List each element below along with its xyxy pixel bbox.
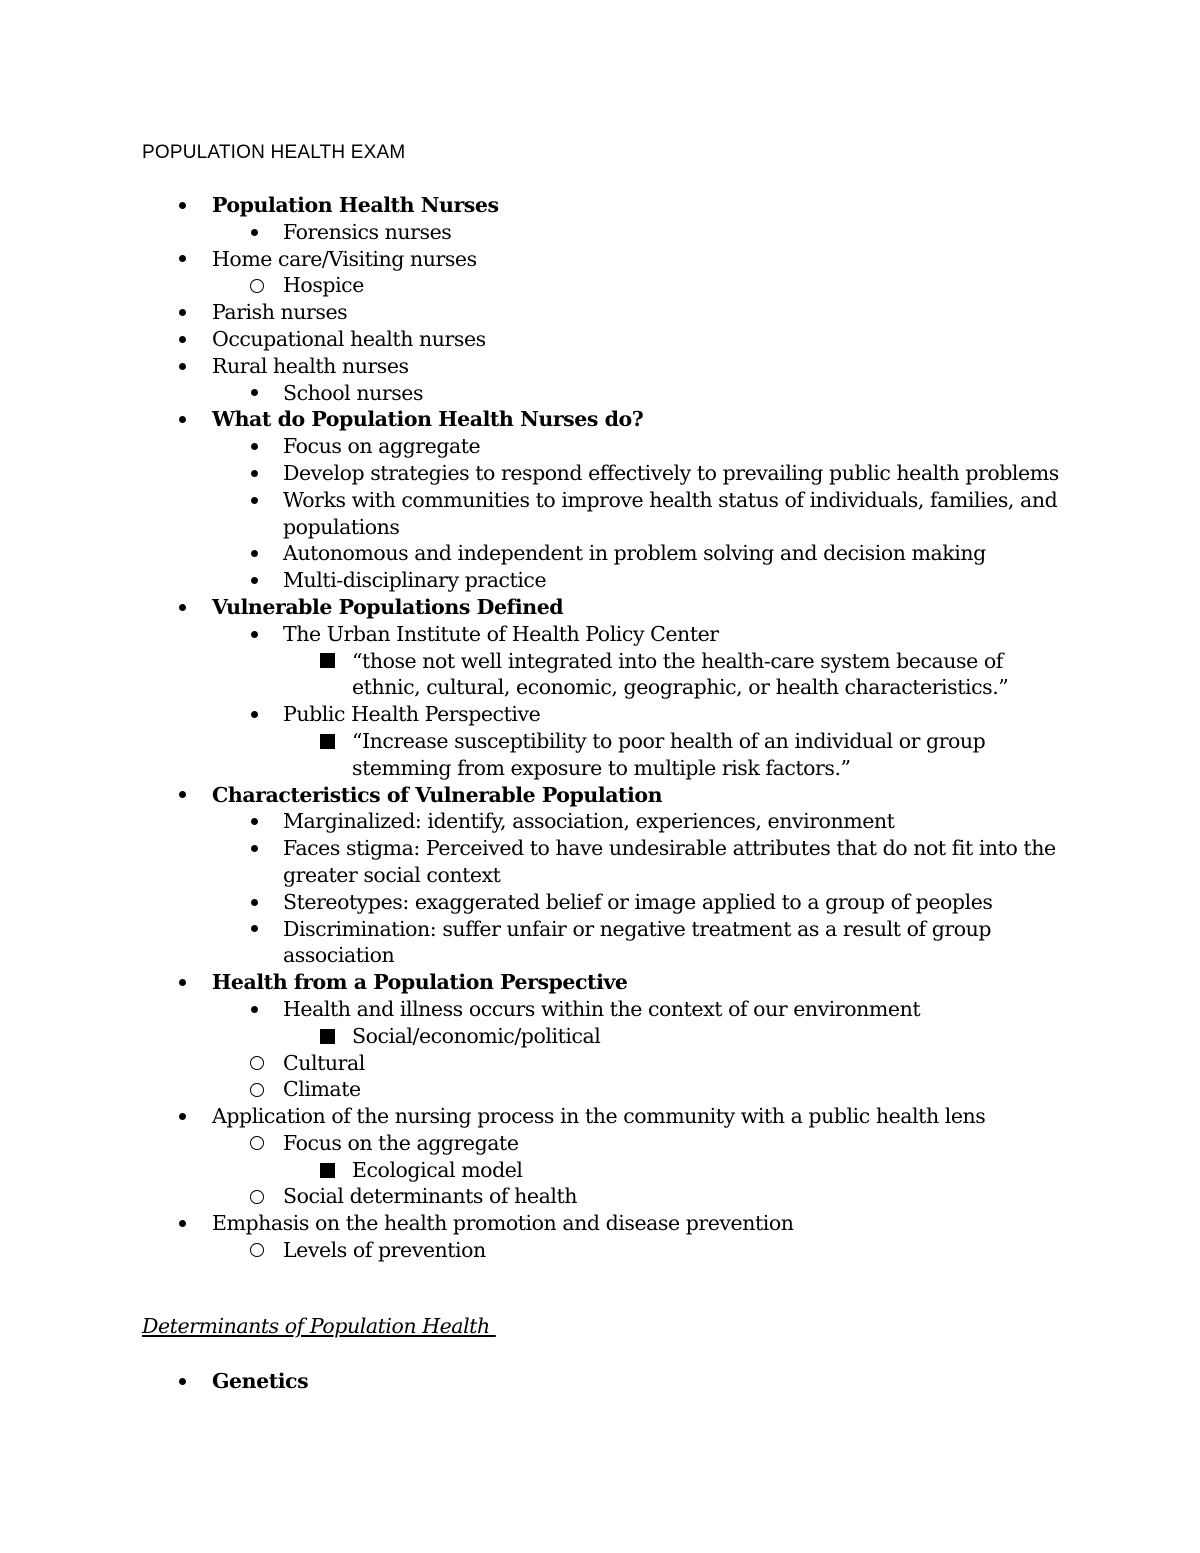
outline-item	[0, 1183, 1063, 1210]
bullet-dot-icon	[248, 433, 258, 460]
outline-item	[0, 1130, 1063, 1157]
outline-item	[0, 1368, 1032, 1395]
outline-item	[0, 326, 1032, 353]
outline-item	[0, 648, 1042, 702]
outline-item	[0, 540, 1063, 567]
outline-item-text: The Urban Institute of Health Policy Center	[283, 621, 719, 646]
outline-item	[0, 1210, 1032, 1237]
bullet-square-icon	[320, 1023, 335, 1050]
outline-item	[0, 1023, 1042, 1050]
bullet-dot-icon	[248, 380, 258, 407]
outline-item-text: Works with communities to improve health status of individuals, families, and populations	[283, 487, 1058, 539]
bullet-circle-icon	[248, 272, 264, 299]
outline-item-text: Focus on the aggregate	[283, 1130, 519, 1155]
outline-item-text: Faces stigma: Perceived to have undesirable attributes that do not fit into the greater social context	[283, 836, 1056, 887]
bullet-dot-icon	[248, 916, 258, 943]
outline-item-text: Health and illness occurs within the context of our environment	[283, 996, 921, 1021]
outline-item	[0, 246, 1032, 273]
outline-item	[0, 299, 1032, 326]
bullet-dot-icon	[176, 353, 186, 380]
outline-item-text: Cultural	[283, 1050, 365, 1075]
outline-item	[0, 996, 1063, 1023]
bullet-dot-icon	[176, 1210, 186, 1237]
outline-item-text: Public Health Perspective	[283, 702, 541, 727]
outline-item-text: Occupational health nurses	[212, 326, 486, 351]
bullet-dot-icon	[176, 1368, 186, 1395]
outline-item	[0, 460, 1063, 487]
outline-item-text: “those not well integrated into the health-care system because of ethnic, cultural, economic, geographic, or health characteristics.”	[352, 648, 1009, 700]
bullet-dot-icon	[176, 326, 186, 353]
bullet-circle-icon	[248, 1050, 264, 1077]
outline-item-text: Vulnerable Populations Defined	[212, 594, 564, 619]
outline-item-text: Levels of prevention	[283, 1238, 486, 1263]
bullet-dot-icon	[248, 621, 258, 648]
outline-item-text: Multi-disciplinary practice	[283, 568, 547, 593]
bullet-dot-icon	[176, 246, 186, 273]
outline-item	[0, 594, 1032, 621]
bullet-dot-icon	[248, 219, 258, 246]
outline-item	[0, 380, 1063, 407]
bullet-dot-icon	[248, 701, 258, 728]
outline-item	[0, 621, 1063, 648]
outline-item-text: Health from a Population Perspective	[212, 970, 628, 995]
outline-list	[0, 192, 1200, 1264]
outline-item	[0, 728, 1042, 782]
bullet-circle-icon	[248, 1237, 264, 1264]
outline-item-text: Stereotypes: exaggerated belief or image applied to a group of peoples	[283, 889, 993, 914]
outline-item	[0, 782, 1032, 809]
outline-item-text: Climate	[283, 1077, 361, 1102]
bullet-square-icon	[320, 1157, 335, 1184]
outline-item	[0, 1050, 1063, 1077]
bullet-dot-icon	[248, 808, 258, 835]
outline-item-text: What do Population Health Nurses do?	[212, 407, 644, 432]
outline-item-text: Social determinants of health	[283, 1184, 577, 1209]
outline-item	[0, 433, 1063, 460]
outline-item	[0, 487, 1063, 541]
outline-item	[0, 1157, 1042, 1184]
outline-item-text: Ecological model	[352, 1157, 523, 1182]
outline-item-text: Application of the nursing process in the community with a public health lens	[212, 1104, 986, 1129]
outline-item	[0, 272, 1063, 299]
outline-item-text: Hospice	[283, 273, 364, 298]
outline-item-text: Characteristics of Vulnerable Population	[212, 782, 663, 807]
outline-item-text: Rural health nurses	[212, 353, 409, 378]
bullet-dot-icon	[248, 540, 258, 567]
bullet-dot-icon	[176, 192, 186, 219]
bullet-dot-icon	[176, 406, 186, 433]
outline-item-text: Emphasis on the health promotion and disease prevention	[212, 1211, 794, 1236]
outline-item	[0, 808, 1063, 835]
outline-item	[0, 406, 1032, 433]
outline-item	[0, 353, 1032, 380]
outline-item-text: Genetics	[212, 1369, 309, 1393]
bullet-dot-icon	[176, 782, 186, 809]
bullet-dot-icon	[248, 835, 258, 862]
outline-item-text: “Increase susceptibility to poor health of an individual or group stemming from exposure to multiple risk factors.”	[352, 728, 986, 780]
bullet-square-icon	[320, 728, 335, 755]
outline-item-text: Develop strategies to respond effectively to prevailing public health problems	[283, 460, 1059, 485]
outline-item	[0, 1076, 1063, 1103]
bullet-dot-icon	[176, 1103, 186, 1130]
bullet-dot-icon	[176, 594, 186, 621]
section-heading: Determinants of Population Health	[142, 1314, 496, 1338]
outline-item-text: Discrimination: suffer unfair or negative treatment as a result of group association	[283, 916, 992, 968]
outline-item	[0, 701, 1063, 728]
outline-item-text: Home care/Visiting nurses	[212, 246, 477, 271]
document-title: POPULATION HEALTH EXAM	[142, 142, 406, 163]
outline-item	[0, 1237, 1063, 1264]
outline-item-text: Marginalized: identify, association, experiences, environment	[283, 809, 895, 834]
outline-item-text: School nurses	[283, 380, 424, 405]
bullet-dot-icon	[248, 996, 258, 1023]
bullet-dot-icon	[176, 969, 186, 996]
bullet-dot-icon	[176, 299, 186, 326]
bullet-dot-icon	[248, 460, 258, 487]
outline-item	[0, 1103, 1032, 1130]
outline-item	[0, 835, 1063, 889]
bullet-circle-icon	[248, 1130, 264, 1157]
bullet-dot-icon	[248, 889, 258, 916]
outline-item-text: Population Health Nurses	[212, 193, 499, 217]
outline-item	[0, 889, 1063, 916]
bullet-dot-icon	[248, 487, 258, 514]
bullet-circle-icon	[248, 1183, 264, 1210]
bullet-square-icon	[320, 648, 335, 675]
outline-item	[0, 219, 1063, 246]
outline-item	[0, 567, 1063, 594]
outline-item	[0, 916, 1063, 970]
outline-item-text: Parish nurses	[212, 300, 348, 325]
outline-item	[0, 192, 1032, 219]
outline-item-text: Social/economic/political	[352, 1023, 601, 1048]
outline-item-text: Autonomous and independent in problem solving and decision making	[283, 541, 986, 566]
outline-item-text: Focus on aggregate	[283, 434, 481, 459]
section-outline-list	[0, 1368, 1200, 1395]
outline-item	[0, 969, 1032, 996]
outline-item-text: Forensics nurses	[283, 219, 452, 244]
bullet-circle-icon	[248, 1076, 264, 1103]
bullet-dot-icon	[248, 567, 258, 594]
